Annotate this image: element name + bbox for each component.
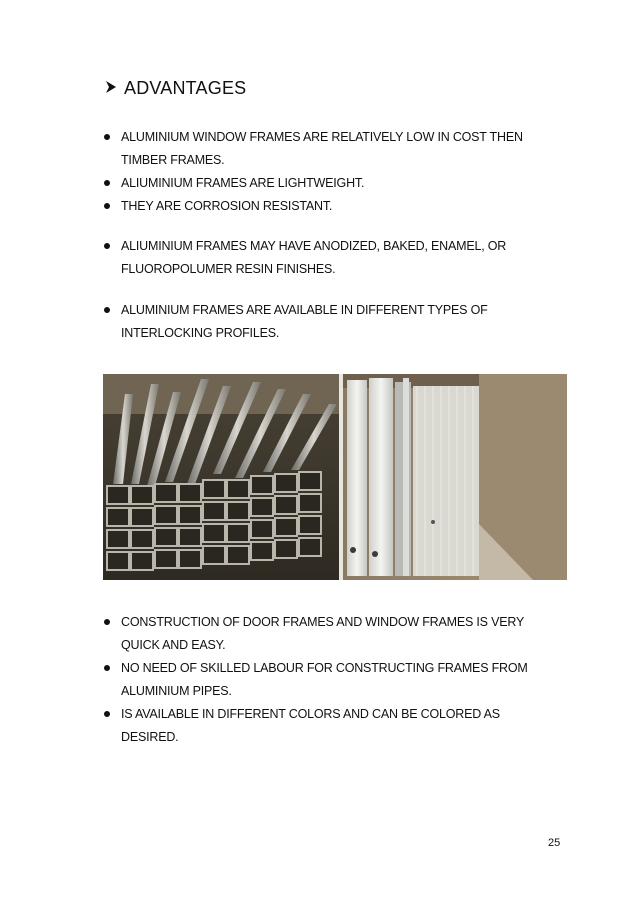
- bullet-list-group-1: [104, 126, 554, 218]
- aluminium-frames-photo: [103, 374, 567, 580]
- bullet-list-group-3: [104, 299, 554, 345]
- bullet-icon: [104, 711, 110, 717]
- bullet-icon: [104, 665, 110, 671]
- list-item: ALUMINIUM WINDOW FRAMES ARE RELATIVELY LOW IN COST THEN TIMBER FRAMES.: [104, 126, 554, 172]
- list-item: ALIUMINIUM FRAMES ARE LIGHTWEIGHT.: [104, 172, 554, 195]
- bullet-list-group-2: [104, 235, 554, 281]
- bullet-icon: [104, 180, 110, 186]
- arrow-bullet-icon: [104, 78, 118, 99]
- bullet-icon: [104, 307, 110, 313]
- list-item: ALIUMINIUM FRAMES MAY HAVE ANODIZED, BAKED, ENAMEL, OR FLUOROPOLUMER RESIN FINISHES.: [104, 235, 554, 281]
- bullet-list-group-4: [104, 611, 554, 749]
- list-item: NO NEED OF SKILLED LABOUR FOR CONSTRUCTING FRAMES FROM ALUMINIUM PIPES.: [104, 657, 554, 703]
- list-item: IS AVAILABLE IN DIFFERENT COLORS AND CAN BE COLORED AS DESIRED.: [104, 703, 554, 749]
- bullet-icon: [104, 243, 110, 249]
- list-item: CONSTRUCTION OF DOOR FRAMES AND WINDOW FRAMES IS VERY QUICK AND EASY.: [104, 611, 554, 657]
- list-item: THEY ARE CORROSION RESISTANT.: [104, 195, 554, 218]
- section-heading: [104, 78, 246, 99]
- bullet-icon: [104, 619, 110, 625]
- heading-text: ADVANTAGES: [124, 78, 247, 98]
- bullet-icon: [104, 203, 110, 209]
- list-item: ALUMINIUM FRAMES ARE AVAILABLE IN DIFFERENT TYPES OF INTERLOCKING PROFILES.: [104, 299, 554, 345]
- bullet-icon: [104, 134, 110, 140]
- page-number: 25: [548, 837, 561, 849]
